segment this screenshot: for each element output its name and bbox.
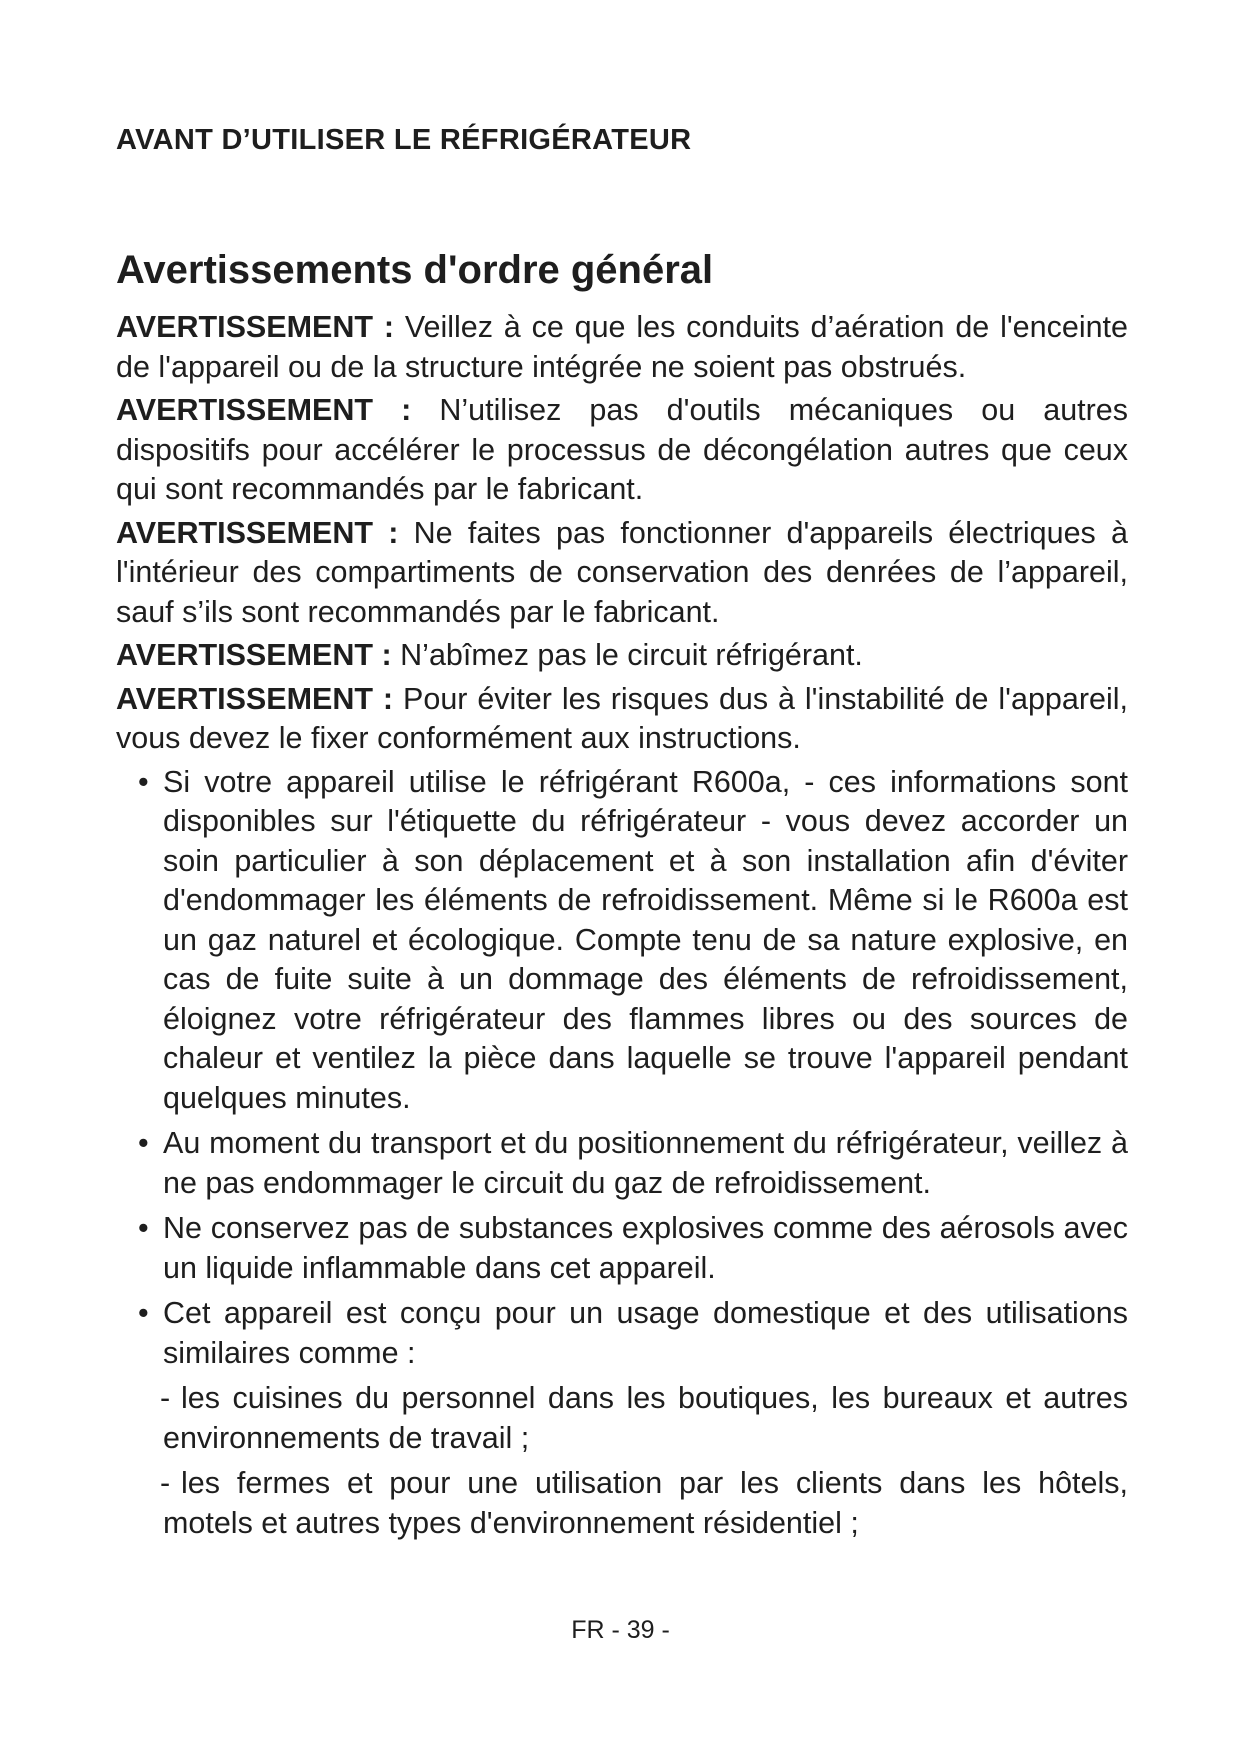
bullet-marker: • <box>138 1211 149 1245</box>
bullet-text: Si votre appareil utilise le réfrigérant R600a, - ces informations sont disponibles sur l'étiquette du réfrigérateur - vous devez accorder un soin particulier à son déplacement et à son installation afin d'éviter d'endommager les éléments de refroidissement. Même si le R600a est un gaz naturel et écologique. Compte tenu de sa nature explosive, en cas de fuite suite à un dommage des éléments de refroidissement, éloignez votre réfrigérateur des flammes libres ou des sources de chaleur et ventilez la pièce dans laquelle se trouve l'appareil pendant quelques minutes. <box>163 764 1128 1115</box>
warning-label: AVERTISSEMENT : <box>116 681 394 716</box>
warning-text: Pour éviter les risques dus à l'instabilité de l'appareil, vous devez le fixer conformément aux instructions. <box>116 681 1128 755</box>
dash-marker: - <box>160 1466 171 1500</box>
warning-text: Veillez à ce que les conduits d’aération de l'enceinte de l'appareil ou de la structure intégrée ne soient pas obstrués. <box>116 310 1128 384</box>
warning-text: N’abîmez pas le circuit réfrigérant. <box>400 638 863 672</box>
warning-paragraph <box>116 308 1128 387</box>
warning-label: AVERTISSEMENT : <box>116 310 394 344</box>
bullet-item <box>116 763 1128 1119</box>
bullet-list <box>116 763 1128 1374</box>
bullet-text: Au moment du transport et du positionnement du réfrigérateur, veillez à ne pas endommager le circuit du gaz de refroidissement. <box>163 1126 1128 1200</box>
page-header-title: AVANT D’UTILISER LE RÉFRIGÉRATEUR <box>116 124 692 156</box>
bullet-item <box>116 1294 1128 1373</box>
bullet-item <box>116 1124 1128 1203</box>
page-number: FR - 39 - <box>571 1616 670 1644</box>
warning-paragraph <box>116 391 1128 510</box>
bullet-marker: • <box>138 764 149 799</box>
warning-label: AVERTISSEMENT : <box>116 515 399 550</box>
dash-item-text: les fermes et pour une utilisation par les clients dans les hôtels, motels et autres types d'environnement résidentiel ; <box>163 1466 1128 1540</box>
bullet-text: Ne conservez pas de substances explosives comme des aérosols avec un liquide inflammable dans cet appareil. <box>163 1211 1128 1285</box>
warning-label: AVERTISSEMENT : <box>116 393 412 427</box>
bullet-item <box>116 1209 1128 1288</box>
section-title: Avertissements d'ordre général <box>116 248 714 292</box>
warning-paragraph <box>116 514 1128 633</box>
dash-item-text: les cuisines du personnel dans les boutiques, les bureaux et autres environnements de travail ; <box>163 1381 1128 1455</box>
warning-text: Ne faites pas fonctionner d'appareils électriques à l'intérieur des compartiments de conservation des denrées de l’appareil, sauf s’ils sont recommandés par le fabricant. <box>116 515 1128 629</box>
bullet-marker: • <box>138 1296 149 1330</box>
bullet-marker: • <box>138 1126 149 1160</box>
warning-paragraph <box>116 636 1128 676</box>
content-body <box>116 308 1128 1549</box>
dash-list-item <box>116 1379 1128 1458</box>
warning-text: N’utilisez pas d'outils mécaniques ou autres dispositifs pour accélérer le processus de décongélation autres que ceux qui sont recommandés par le fabricant. <box>116 393 1128 506</box>
dash-list-item <box>116 1464 1128 1543</box>
warning-paragraph <box>116 680 1128 759</box>
bullet-text: Cet appareil est conçu pour un usage domestique et des utilisations similaires comme : <box>163 1296 1128 1370</box>
warning-label: AVERTISSEMENT : <box>116 638 392 672</box>
dash-marker: - <box>160 1381 171 1415</box>
